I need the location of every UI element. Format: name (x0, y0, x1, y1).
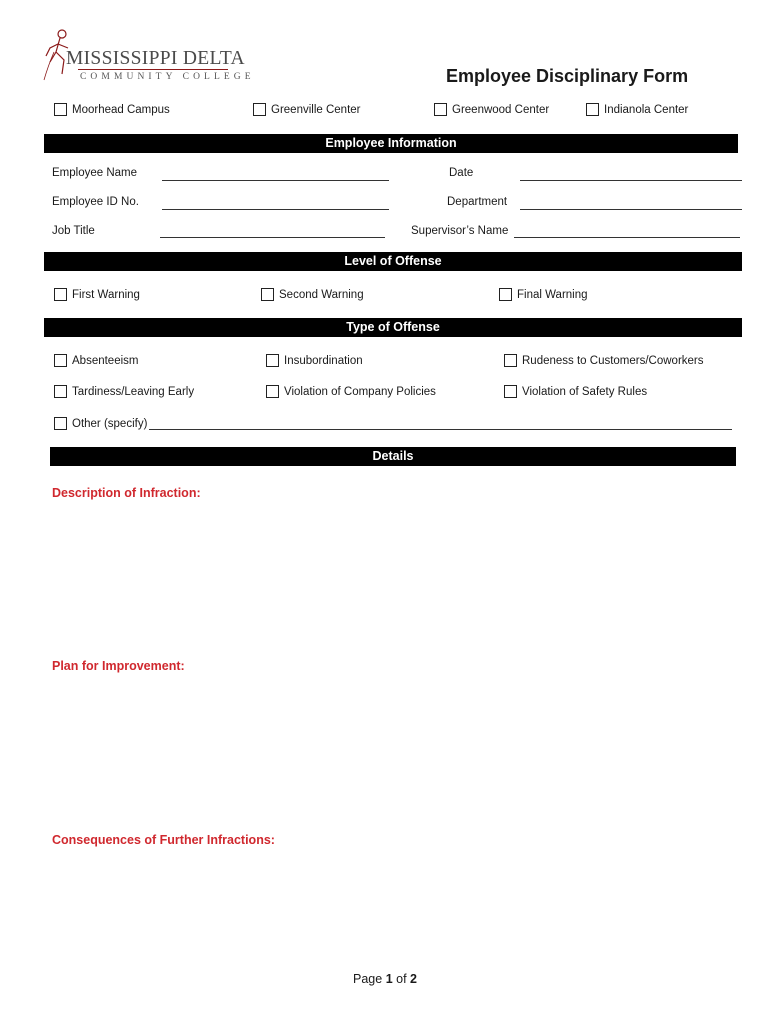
type-option-rudeness[interactable]: Rudeness to Customers/Coworkers (504, 354, 704, 367)
job-title-label: Job Title (52, 225, 95, 237)
type-option-policy-violation[interactable]: Violation of Company Policies (266, 385, 436, 398)
logo-divider (78, 69, 228, 70)
section-header-level-of-offense: Level of Offense (44, 252, 742, 271)
type-option-other[interactable]: Other (specify) (54, 417, 147, 430)
page-number: Page 1 of 2 (353, 972, 417, 986)
department-field[interactable] (520, 209, 742, 210)
checkbox[interactable] (504, 354, 517, 367)
level-option-second-warning[interactable]: Second Warning (261, 288, 364, 301)
level-option-final-warning[interactable]: Final Warning (499, 288, 588, 301)
employee-id-label: Employee ID No. (52, 196, 139, 208)
employee-name-label: Employee Name (52, 167, 138, 179)
employee-id-field[interactable] (162, 209, 389, 210)
checkbox[interactable] (266, 385, 279, 398)
consequences-label: Consequences of Further Infractions: (52, 833, 275, 847)
checkbox[interactable] (54, 354, 67, 367)
logo-subtitle: COMMUNITY COLLEGE (80, 72, 255, 82)
type-option-safety-violation[interactable]: Violation of Safety Rules (504, 385, 647, 398)
other-specify-field[interactable] (149, 429, 732, 430)
type-option-absenteeism[interactable]: Absenteeism (54, 354, 138, 367)
supervisor-name-field[interactable] (514, 237, 740, 238)
checkbox[interactable] (261, 288, 274, 301)
logo-name: MISSISSIPPI DELTA (66, 48, 245, 69)
checkbox[interactable] (54, 385, 67, 398)
checkbox[interactable] (266, 354, 279, 367)
section-header-employee-info: Employee Information (44, 134, 738, 153)
level-option-first-warning[interactable]: First Warning (54, 288, 140, 301)
employee-name-field[interactable] (162, 180, 389, 181)
checkbox[interactable] (253, 103, 266, 116)
checkbox[interactable] (434, 103, 447, 116)
checkbox[interactable] (499, 288, 512, 301)
date-label: Date (449, 167, 474, 179)
section-header-details: Details (50, 447, 736, 466)
date-field[interactable] (520, 180, 742, 181)
runner-emblem-icon (44, 30, 68, 80)
campus-option-indianola[interactable]: Indianola Center (586, 103, 688, 116)
plan-for-improvement-label: Plan for Improvement: (52, 659, 185, 673)
description-of-infraction-label: Description of Infraction: (52, 486, 201, 500)
supervisor-name-label: Supervisor’s Name (411, 225, 509, 237)
campus-option-moorhead[interactable]: Moorhead Campus (54, 103, 170, 116)
job-title-field[interactable] (160, 237, 385, 238)
checkbox[interactable] (54, 103, 67, 116)
form-title: Employee Disciplinary Form (446, 66, 689, 86)
type-option-tardiness[interactable]: Tardiness/Leaving Early (54, 385, 194, 398)
department-label: Department (447, 196, 508, 208)
campus-option-greenville[interactable]: Greenville Center (253, 103, 360, 116)
description-of-infraction-area[interactable] (52, 506, 742, 646)
campus-option-greenwood[interactable]: Greenwood Center (434, 103, 549, 116)
checkbox[interactable] (54, 417, 67, 430)
consequences-area[interactable] (52, 853, 742, 953)
type-option-insubordination[interactable]: Insubordination (266, 354, 363, 367)
checkbox[interactable] (54, 288, 67, 301)
checkbox[interactable] (586, 103, 599, 116)
section-header-type-of-offense: Type of Offense (44, 318, 742, 337)
plan-for-improvement-area[interactable] (52, 679, 742, 819)
checkbox[interactable] (504, 385, 517, 398)
